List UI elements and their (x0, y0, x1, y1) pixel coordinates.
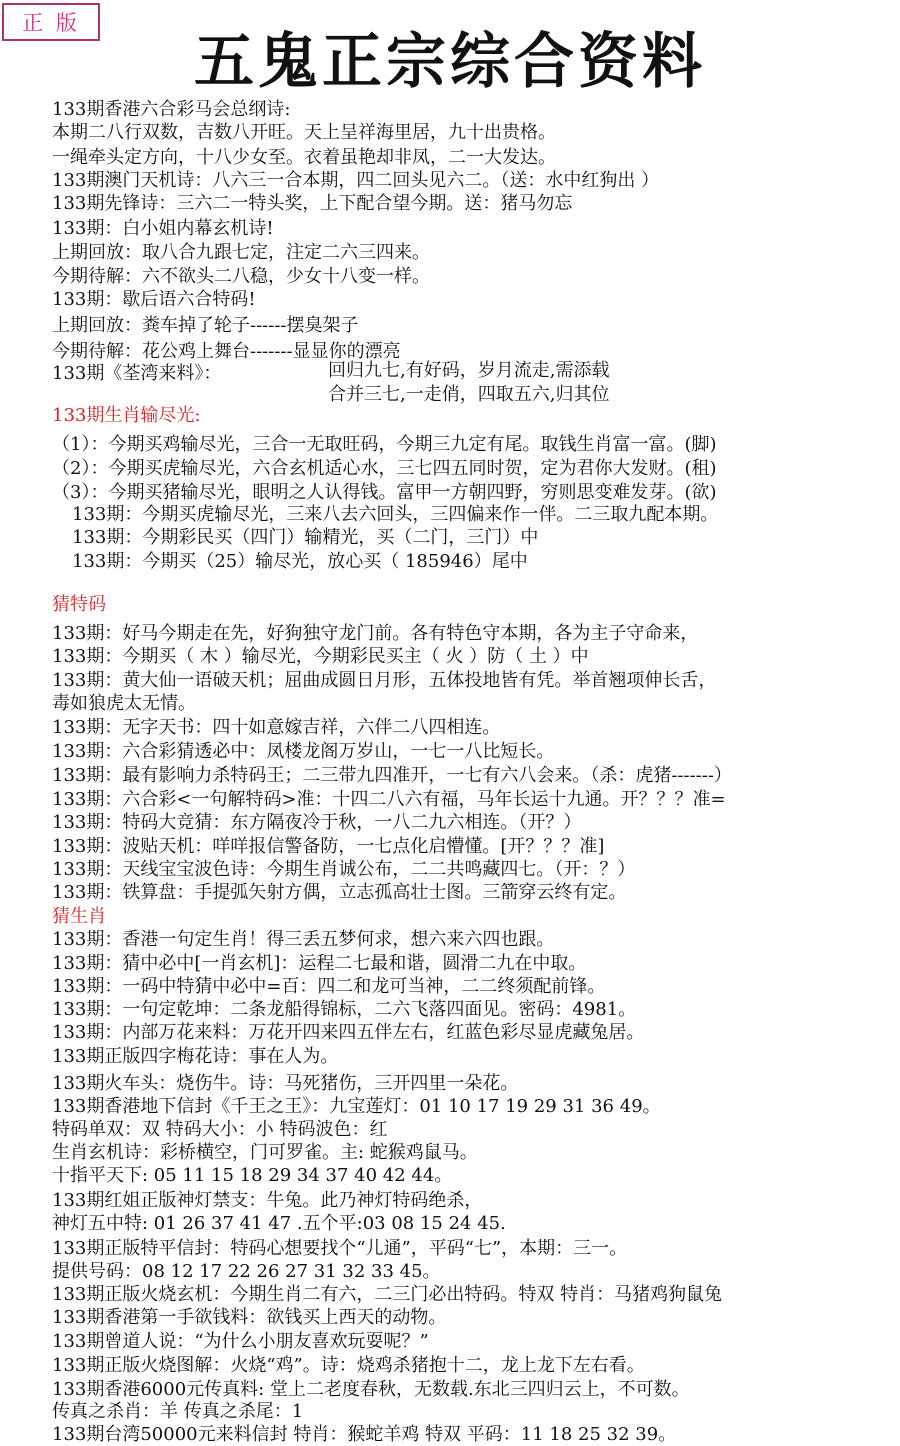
line: 133期：猜中必中[一肖玄机]：运程二七最和谐，圆滑二九在中取。 (52, 953, 587, 974)
line: 133期：今期买（ 木 ）输尽光，今期彩民买主（ 火 ）防（ 土 ）中 (52, 646, 589, 667)
line: 133期：今期买（25）输尽光，放心买（ 185946）尾中 (72, 551, 528, 572)
line: 133期火车头：烧伤牛。诗：马死猪伤，三开四里一朵花。 (52, 1073, 519, 1094)
line: 回归九七,有好码，岁月流走,需添载 (328, 360, 610, 381)
line: 133期香港第一手欲钱料：欲钱买上西天的动物。 (52, 1307, 447, 1328)
line: 提供号码：08 12 17 22 26 27 31 32 33 45。 (52, 1261, 441, 1282)
line: 133期：今期买虎输尽光，三来八去六回头，三四偏来作一伴。二三取九配本期。 (72, 504, 719, 525)
line: 133期香港六合彩马会总纲诗: (52, 99, 291, 120)
line: 133期：铁算盘：手提弧矢射方偶，立志孤高壮士图。三箭穿云终有定。 (52, 882, 627, 903)
line: 133期：内部万花来料：万花开四来四五伴左右，红蓝色彩尽显虎藏兔居。 (52, 1022, 645, 1043)
line: 133期：六合彩猜透必中：凤楼龙阁万岁山，一七一八比短长。 (52, 741, 555, 762)
line: 133期台湾50000元来料信封 特肖：猴蛇羊鸡 特双 平码：11 18 25 32 39。 (52, 1424, 677, 1445)
section-heading: 猜特码 (52, 594, 106, 615)
line: 133期曾道人说：“为什么小朋友喜欢玩耍呢？” (52, 1331, 429, 1352)
line: 133期：六合彩<一句解特码>准：十四二八六有福，马年长运十九通。开？？？准= (52, 789, 726, 810)
line: 133期：最有影响力杀特码王；二三带九四准开，一七有六八会来。（杀：虎猪-------） (52, 765, 732, 786)
page-title: 五鬼正宗综合资料 (194, 27, 706, 97)
line: 133期：天线宝宝波色诗：今期生肖诚公布，二二共鸣藏四七。（开：？） (52, 859, 636, 880)
line: 合并三七,一走俏，四取五六,归其位 (328, 384, 610, 405)
line: 今期待解：花公鸡上舞台-------显显你的漂亮 (52, 341, 401, 362)
line: 133期香港地下信封《千王之王》：九宝莲灯：01 10 17 19 29 31 36 49。 (52, 1096, 661, 1117)
line: 特码单双：双 特码大小：小 特码波色：红 (52, 1119, 388, 1140)
line: 133期澳门天机诗：八六三一合本期，四二回头见六二。（送：水中红狗出 ） (52, 170, 660, 191)
line: 一绳牵头定方向，十八少女至。衣着虽艳却非凤，二一大发达。 (52, 147, 556, 168)
line: 十指平天下: 05 11 15 18 29 34 37 40 42 44。 (52, 1165, 453, 1186)
line: 133期：一码中特猜中必中=百：四二和龙可当神，二二终须配前锋。 (52, 976, 606, 997)
line: （3）：今期买猪输尽光，眼明之人认得钱。富甲一方朝四野，穷则思变难发芽。(欲) (52, 482, 717, 503)
line: 133期：特码大竞猜：东方隔夜冷于秋，一八二九六相连。（开？） (52, 812, 582, 833)
section-heading: 133期生肖输尽光: (52, 405, 201, 426)
line: 133期：歇后语六合特码! (52, 289, 256, 310)
line: 今期待解：六不欲头二八稳，少女十八变一样。 (52, 266, 430, 287)
line: 133期红姐正版神灯禁支：牛兔。此乃神灯特码绝杀， (52, 1190, 483, 1211)
line: 本期二八行双数，吉数八开旺。天上呈祥海里居，九十出贵格。 (52, 122, 556, 143)
line: 上期回放：取八合九跟七定，注定二六三四来。 (52, 242, 430, 263)
line: 传真之杀肖：羊 传真之杀尾：1 (52, 1401, 304, 1422)
line: 133期：白小姐内幕玄机诗! (52, 218, 274, 239)
line: 133期正版火烧图解：火烧“鸡”。诗：烧鸡杀猪抱十二，龙上龙下左右看。 (52, 1355, 645, 1376)
line: 133期：波贴天机：咩咩报信警备防，一七点化启懵懂。[开？？？准] (52, 836, 605, 857)
line: 133期：一句定乾坤：二条龙船得锦标，二六飞落四面见。密码：4981。 (52, 999, 637, 1020)
line: 上期回放：粪车掉了轮子------摆臭架子 (52, 315, 359, 336)
line: 生肖玄机诗：彩桥横空，门可罗雀。主: 蛇猴鸡鼠马。 (52, 1142, 478, 1163)
line: （2）：今期买虎输尽光，六合玄机适心水，三七四五同时贺，定为君你大发财。(租) (52, 458, 717, 479)
line: 133期：好马今期走在先，好狗独守龙门前。各有特色守本期，各为主子守命来， (52, 623, 699, 644)
line: 133期香港6000元传真料: 堂上二老度春秋，无数载.东北三四归云上，不可数。 (52, 1379, 690, 1400)
line: 133期先锋诗：三六二一特头奖，上下配合望今期。送：猪马勿忘 (52, 193, 573, 214)
section-heading: 猜生肖 (52, 906, 106, 927)
line: 毒如狼虎太无情。 (52, 693, 196, 714)
line: 133期正版四字梅花诗：事在人为。 (52, 1046, 339, 1067)
line: 133期正版火烧玄机：今期生肖二有六，二三门必出特码。特双 特肖：马猪鸡狗鼠兔 (52, 1284, 723, 1305)
line: 133期：今期彩民买（四门）输精光，买（二门，三门）中 (72, 527, 539, 548)
line: 133期：无字天书：四十如意嫁吉祥，六伴二八四相连。 (52, 717, 501, 738)
line: （1）：今期买鸡输尽光，三合一无取旺码，今期三九定有尾。取钱生肖富一富。(脚) (52, 434, 717, 455)
line: 神灯五中特: 01 26 37 41 47 .五个平:03 08 15 24 45. (52, 1213, 506, 1234)
line: 133期正版特平信封：特码心想要找个“儿通”，平码“七”，本期：三一。 (52, 1238, 628, 1259)
line: 133期：香港一句定生肖！得三丢五梦何求，想六来六四也跟。 (52, 929, 555, 950)
badge-zhengban: 正 版 (2, 3, 100, 41)
line: 133期《荃湾来料》： (52, 363, 222, 384)
line: 133期：黄大仙一语破天机；屈曲成圆日月形，五体投地皆有凭。举首翘项伸长舌， (52, 670, 717, 691)
